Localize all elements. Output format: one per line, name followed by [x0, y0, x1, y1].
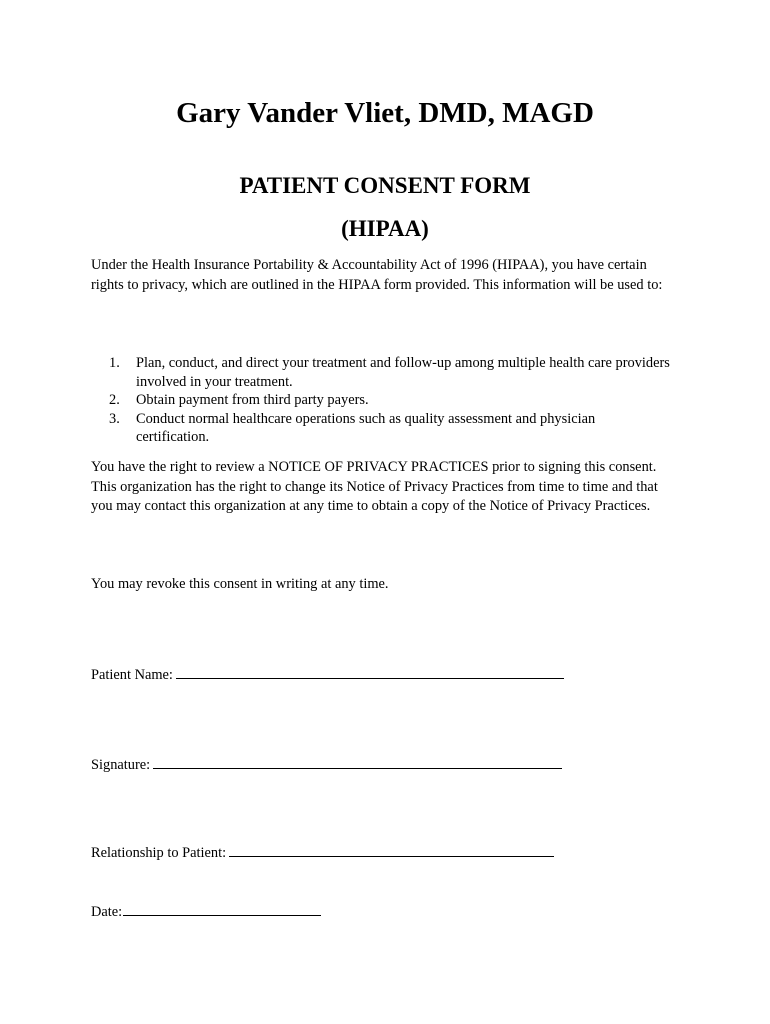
list-item-text: Conduct normal healthcare operations such as quality assessment and physician certification.: [136, 410, 596, 445]
date-field: [91, 901, 321, 922]
list-item: [91, 354, 671, 391]
list-item-text: Obtain payment from third party payers.: [136, 392, 369, 408]
list-item-text: Plan, conduct, and direct your treatment and follow-up among multiple health care providers involved in your treatment.: [136, 355, 670, 390]
form-title: PATIENT CONSENT FORM: [239, 173, 531, 198]
intro-paragraph: Under the Health Insurance Portability & Accountability Act of 1996 (HIPAA), you have certain rights to privacy, which are outlined in the HIPAA form provided. This information will be used to:: [91, 257, 663, 293]
form-subtitle: (HIPAA): [341, 216, 429, 241]
date-label: Date:: [91, 904, 123, 920]
revoke-consent-paragraph: You may revoke this consent in writing at any time.: [91, 576, 389, 592]
date-line[interactable]: [123, 901, 321, 916]
list-item-number: 2.: [109, 392, 120, 408]
patient-name-line[interactable]: [176, 664, 564, 679]
list-item-number: 1.: [109, 355, 120, 371]
list-item: [91, 391, 671, 410]
relationship-label: Relationship to Patient:: [91, 845, 227, 861]
privacy-rights-paragraph: You have the right to review a NOTICE OF PRIVACY PRACTICES prior to signing this consent. This organization has the right to change its Notice of Privacy Practices from time to time and that you may contact this organization at any time to obtain a copy of the Notice of Privacy Practices.: [91, 459, 658, 514]
uses-list: [91, 354, 671, 447]
relationship-field: [91, 842, 554, 863]
signature-label: Signature:: [91, 757, 151, 773]
list-item-number: 3.: [109, 410, 120, 427]
patient-name-field: [91, 664, 564, 685]
signature-field: [91, 754, 562, 775]
list-item: [91, 410, 671, 447]
doctor-name-heading: Gary Vander Vliet, DMD, MAGD: [176, 97, 594, 129]
patient-name-label: Patient Name:: [91, 667, 173, 683]
relationship-line[interactable]: [229, 842, 554, 857]
signature-line[interactable]: [153, 754, 562, 769]
